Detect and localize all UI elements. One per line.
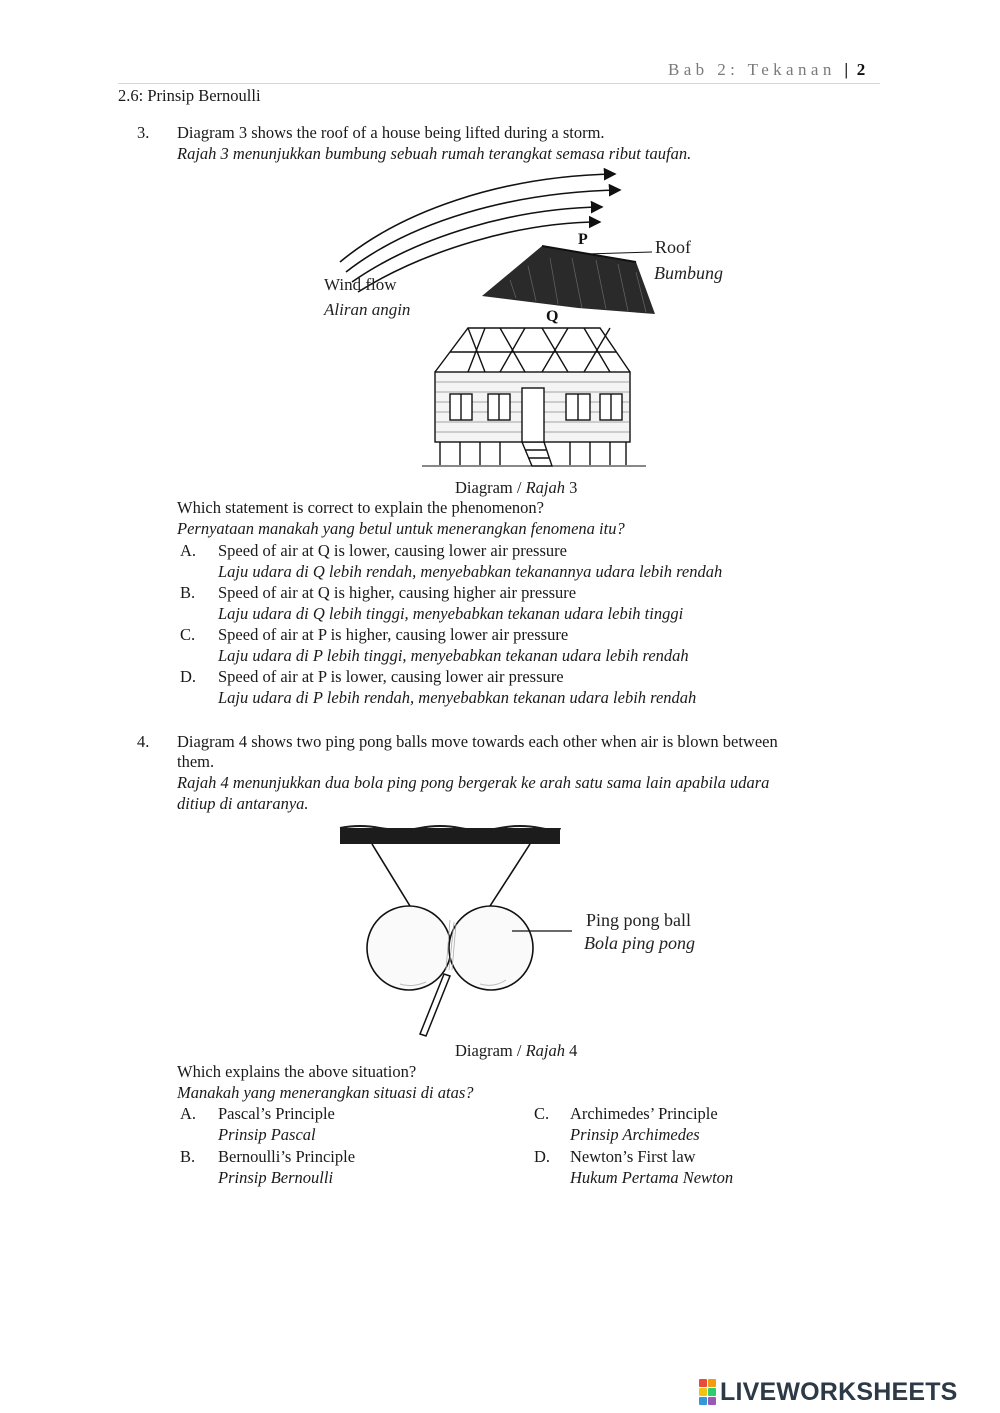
- ceiling-bar: [340, 828, 560, 844]
- q3-option-c-ms[interactable]: Laju udara di P lebih tinggi, menyebabkan tekanan udara lebih rendah: [218, 646, 689, 665]
- right-ball: [449, 906, 533, 990]
- q3-option-a-ms[interactable]: Laju udara di Q lebih rendah, menyebabkan tekanannya udara lebih rendah: [218, 562, 723, 581]
- q4-stem-ms-line1: Rajah 4 menunjukkan dua bola ping pong bergerak ke arah satu sama lain apabila udara: [177, 773, 770, 792]
- q4-option-b-ms[interactable]: Prinsip Bernoulli: [218, 1168, 334, 1187]
- label-p: P: [578, 231, 588, 248]
- q3-option-b-letter[interactable]: B.: [180, 583, 196, 602]
- diagram-4-ping-pong-balls: [330, 824, 730, 1038]
- q3-question-ms: Pernyataan manakah yang betul untuk menerangkan fenomena itu?: [177, 519, 625, 538]
- label-roof-ms: Bumbung: [654, 263, 723, 283]
- strings: [372, 844, 530, 906]
- diagram-3-caption: Diagram / Rajah 3: [455, 478, 578, 497]
- q4-option-d-en[interactable]: Newton’s First law: [570, 1147, 696, 1166]
- q3-stem-en: Diagram 3 shows the roof of a house being lifted during a storm.: [177, 123, 605, 142]
- logo-square-2: [708, 1379, 716, 1387]
- q3-option-c-en[interactable]: Speed of air at P is higher, causing lower air pressure: [218, 625, 569, 644]
- logo-square-6: [708, 1397, 716, 1405]
- label-wind-ms: Aliran angin: [324, 300, 411, 319]
- page-header: [668, 60, 865, 80]
- section-title: 2.6: Prinsip Bernoulli: [118, 86, 261, 105]
- q4-stem-ms-line2: ditiup di antaranya.: [177, 794, 309, 813]
- label-roof-en: Roof: [655, 237, 691, 257]
- q4-option-a-ms[interactable]: Prinsip Pascal: [218, 1125, 316, 1144]
- label-wind-en: Wind flow: [324, 275, 397, 294]
- q3-option-a-letter[interactable]: A.: [180, 541, 197, 560]
- q4-stem-en-line1: Diagram 4 shows two ping pong balls move towards each other when air is blown between: [177, 732, 778, 751]
- q4-stem-en-line2: them.: [177, 752, 215, 771]
- q3-question-en: Which statement is correct to explain the phenomenon?: [177, 498, 544, 517]
- logo-square-1: [699, 1379, 707, 1387]
- logo-square-3: [699, 1388, 707, 1396]
- page-number: 2: [856, 60, 866, 79]
- q4-option-c-ms[interactable]: Prinsip Archimedes: [570, 1125, 700, 1144]
- logo-mark-icon: [699, 1379, 716, 1405]
- q3-option-c-letter[interactable]: C.: [180, 625, 196, 644]
- logo-text: LIVEWORKSHEETS: [720, 1377, 958, 1406]
- q4-option-d-ms[interactable]: Hukum Pertama Newton: [570, 1168, 734, 1187]
- header-separator: |: [844, 60, 849, 79]
- q4-number: 4.: [137, 732, 150, 751]
- q4-option-c-letter[interactable]: C.: [534, 1104, 550, 1123]
- q3-option-a-en[interactable]: Speed of air at Q is lower, causing lower air pressure: [218, 541, 567, 560]
- left-ball: [367, 906, 451, 990]
- q4-option-a-en[interactable]: Pascal’s Principle: [218, 1104, 335, 1123]
- q4-option-a-letter[interactable]: A.: [180, 1104, 197, 1123]
- q3-number: 3.: [137, 123, 150, 142]
- q4-option-d-letter[interactable]: D.: [534, 1147, 551, 1166]
- q4-question-ms: Manakah yang menerangkan situasi di atas?: [177, 1083, 474, 1102]
- q3-stem-ms: Rajah 3 menunjukkan bumbung sebuah rumah terangkat semasa ribut taufan.: [177, 144, 692, 163]
- q3-option-d-letter[interactable]: D.: [180, 667, 197, 686]
- house-drawing: [422, 328, 646, 466]
- q3-option-b-en[interactable]: Speed of air at Q is higher, causing higher air pressure: [218, 583, 577, 602]
- header-rule: [118, 83, 880, 84]
- diagram-4-caption: Diagram / Rajah 4: [455, 1041, 578, 1060]
- q4-question-en: Which explains the above situation?: [177, 1062, 417, 1081]
- q4-option-b-en[interactable]: Bernoulli’s Principle: [218, 1147, 356, 1166]
- q3-option-b-ms[interactable]: Laju udara di Q lebih tinggi, menyebabkan tekanan udara lebih tinggi: [218, 604, 684, 623]
- diagram-3-house-storm: [310, 162, 750, 474]
- q3-option-d-en[interactable]: Speed of air at P is lower, causing lower air pressure: [218, 667, 564, 686]
- header-title: Bab 2: Tekanan: [668, 60, 836, 79]
- label-ball-ms: Bola ping pong: [584, 933, 695, 953]
- label-q: Q: [546, 308, 559, 325]
- logo-square-5: [699, 1397, 707, 1405]
- roof-drawing: [482, 246, 655, 314]
- logo-square-4: [708, 1388, 716, 1396]
- liveworksheets-logo[interactable]: [699, 1378, 958, 1406]
- q4-option-b-letter[interactable]: B.: [180, 1147, 196, 1166]
- q4-option-c-en[interactable]: Archimedes’ Principle: [570, 1104, 718, 1123]
- q3-option-d-ms[interactable]: Laju udara di P lebih rendah, menyebabkan tekanan udara lebih rendah: [218, 688, 697, 707]
- label-ball-en: Ping pong ball: [586, 910, 692, 930]
